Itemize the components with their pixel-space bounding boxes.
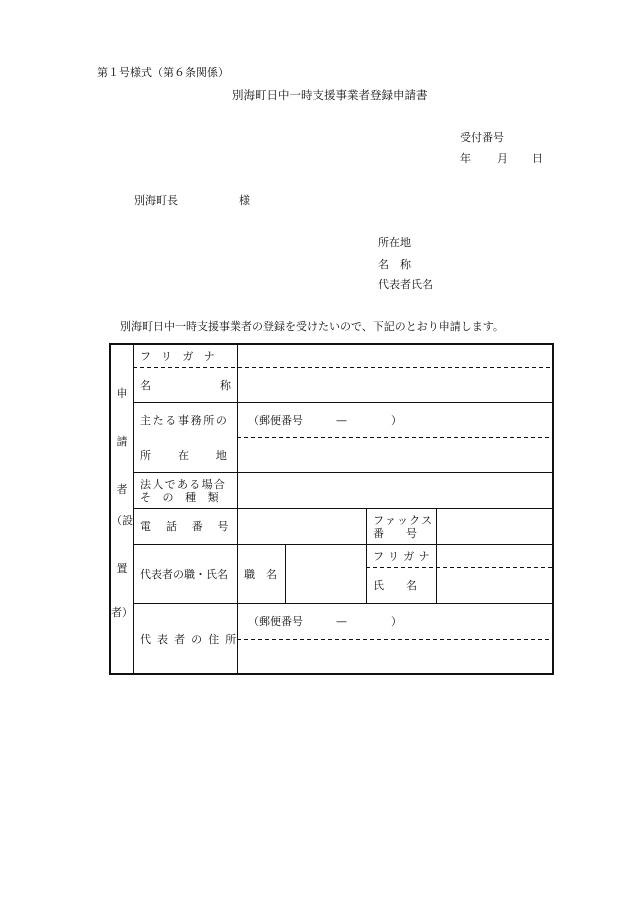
representative-address-label: 代表者の住所 — [140, 632, 243, 646]
applicant-vertical-label-5: 置 — [116, 562, 128, 575]
representative-name-label: 氏 名 — [373, 579, 417, 592]
applicant-vertical-label-1: 申 — [116, 387, 128, 400]
corporation-type-line1: 法人である場合 — [140, 477, 227, 491]
furigana-label: フリガナ — [140, 349, 226, 363]
location-label: 所在地 — [140, 448, 254, 462]
fax-label — [373, 509, 433, 544]
position-label: 職 名 — [244, 567, 277, 581]
applicant-representative-label: 代表者氏名 — [378, 278, 433, 291]
representative-title-name-label: 代表者の職・氏名 — [140, 567, 228, 581]
name-label-right: 称 — [220, 378, 231, 392]
applicant-vertical-label-2: 請 — [116, 435, 128, 448]
fax-label-line2: 番 号 — [373, 526, 417, 540]
name-label-left: 名 — [140, 378, 151, 392]
fax-label-line1: ファックス — [373, 513, 434, 527]
postal-code-field[interactable]: （郵便番号 — ） — [248, 413, 402, 427]
applicant-vertical-label-6: 者） — [111, 606, 133, 619]
applicant-address-label: 所在地 — [378, 236, 411, 249]
receipt-number-label: 受付番号 — [460, 131, 504, 144]
date-day-label: 日 — [532, 152, 543, 165]
date-year-label: 年 — [460, 152, 471, 165]
phone-label: 電話番号 — [140, 520, 244, 533]
document-title: 別海町日中一時支援事業者登録申請書 — [232, 88, 428, 102]
representative-postal-code-field[interactable]: （郵便番号 — ） — [248, 615, 402, 628]
applicant-name-label: 名 称 — [378, 258, 411, 271]
intro-text: 別海町日中一時支援事業者の登録を受けたいので、下記のとおり申請します。 — [120, 320, 504, 333]
main-office-label: 主たる事務所の — [140, 413, 229, 427]
applicant-vertical-label-3: 者 — [116, 483, 128, 496]
honorific: 様 — [239, 194, 250, 207]
form-number: 第１号様式（第６条関係） — [97, 66, 229, 79]
addressee: 別海町長 — [134, 194, 178, 207]
corporation-type-line2: その種類 — [140, 490, 231, 504]
date-month-label: 月 — [497, 152, 508, 165]
applicant-vertical-label-4: （設 — [111, 514, 133, 527]
representative-furigana-label: フリガナ — [373, 549, 435, 563]
corporation-type-label — [140, 473, 230, 508]
